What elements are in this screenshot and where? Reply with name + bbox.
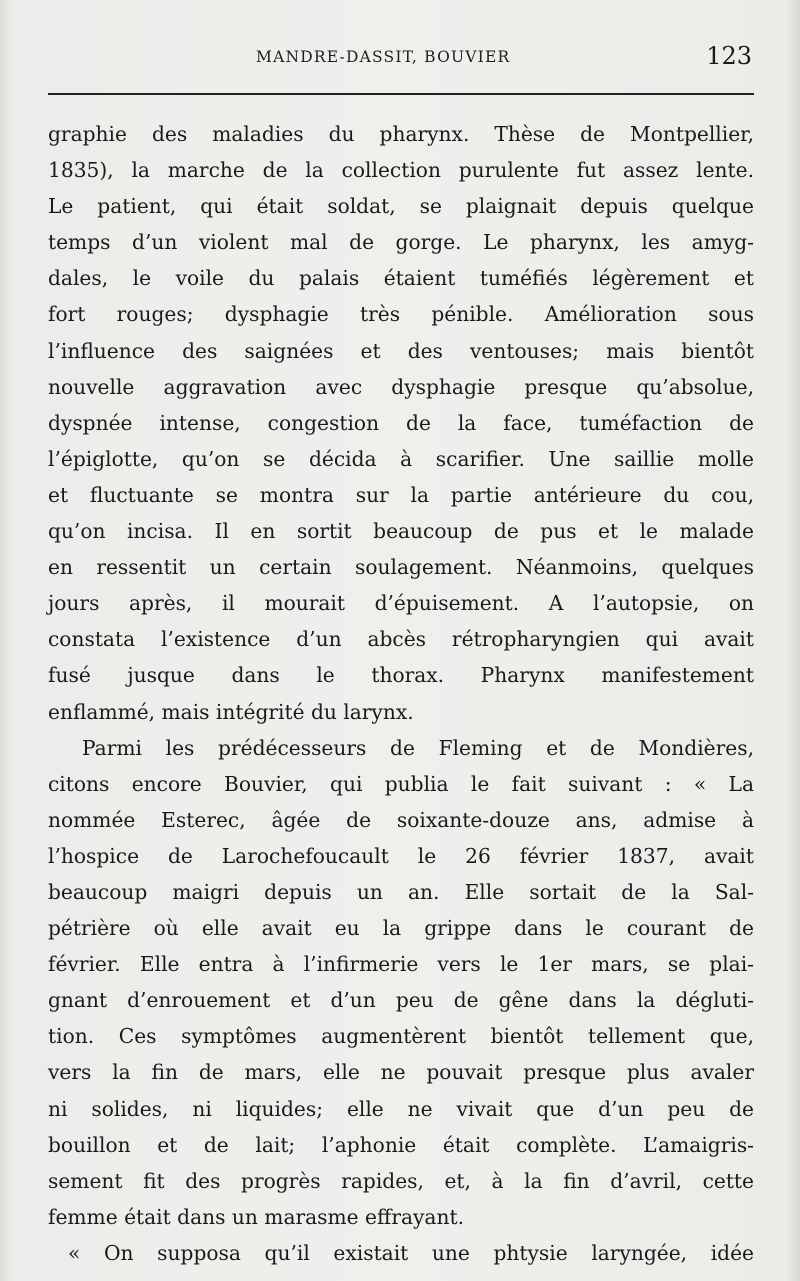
text-line: beaucoup maigri depuis un an. Elle sortait de la Sal- [48, 879, 754, 904]
text-line: Parmi les prédécesseurs de Fleming et de Mondières, [82, 735, 754, 760]
text-line: graphie des maladies du pharynx. Thèse de Montpellier, [48, 122, 754, 146]
text-line: constata l’existence d’un abcès rétropharyngien qui avait [48, 627, 754, 652]
text-line: dyspnée intense, congestion de la face, tuméfaction de [48, 410, 754, 435]
text-line: et fluctuante se montra sur la partie antérieure du cou, [48, 482, 754, 507]
header-rule [48, 93, 754, 95]
body-text [48, 116, 754, 1271]
text-line: enflammé, mais intégrité du larynx. [48, 699, 414, 724]
text-line: nouvelle aggravation avec dysphagie presque qu’absolue, [48, 374, 754, 399]
text-line: fort rouges; dysphagie très pénible. Amélioration sous [48, 302, 754, 327]
text-line: « On supposa qu’il existait une phtysie laryngée, idée [68, 1240, 754, 1265]
text-line: bouillon et de lait; l’aphonie était complète. L’amaigris- [48, 1132, 754, 1157]
text-line: l’épiglotte, qu’on se décida à scarifier. Une saillie molle [48, 446, 754, 471]
text-line: gnant d’enrouement et d’un peu de gêne dans la dégluti- [48, 988, 754, 1013]
text-line: qu’on incisa. Il en sortit beaucoup de pus et le malade [48, 519, 754, 544]
page-number: 123 [706, 42, 752, 70]
text-line: tion. Ces symptômes augmentèrent bientôt tellement que, [48, 1024, 754, 1049]
page-header [48, 42, 754, 82]
text-line: jours après, il mourait d’épuisement. A l’autopsie, on [48, 591, 754, 616]
text-line: dales, le voile du palais étaient tuméfiés légèrement et [48, 266, 754, 291]
text-line: pétrière où elle avait eu la grippe dans le courant de [48, 916, 754, 941]
running-head: MANDRE-DASSIT, BOUVIER [256, 48, 511, 66]
text-line: sement fit des progrès rapides, et, à la fin d’avril, cette [48, 1168, 754, 1193]
text-line: en ressentit un certain soulagement. Néanmoins, quelques [48, 555, 754, 580]
text-line: février. Elle entra à l’infirmerie vers le 1er mars, se plai- [48, 952, 754, 977]
text-line: citons encore Bouvier, qui publia le fait suivant : « La [48, 771, 754, 796]
text-line: l’hospice de Larochefoucault le 26 février 1837, avait [48, 843, 754, 868]
text-line: fusé jusque dans le thorax. Pharynx manifestement [48, 663, 754, 688]
text-line: ni solides, ni liquides; elle ne vivait que d’un peu de [48, 1096, 754, 1121]
text-line: 1835), la marche de la collection purulente fut assez lente. [48, 158, 754, 183]
text-line: Le patient, qui était soldat, se plaignait depuis quelque [48, 194, 754, 219]
text-line: temps d’un violent mal de gorge. Le pharynx, les amyg- [48, 230, 754, 255]
text-line: vers la fin de mars, elle ne pouvait presque plus avaler [48, 1060, 754, 1085]
text-line: l’influence des saignées et des ventouses; mais bientôt [48, 338, 754, 363]
text-line: nommée Esterec, âgée de soixante-douze ans, admise à [48, 807, 754, 832]
text-line: femme était dans un marasme effrayant. [48, 1204, 464, 1229]
